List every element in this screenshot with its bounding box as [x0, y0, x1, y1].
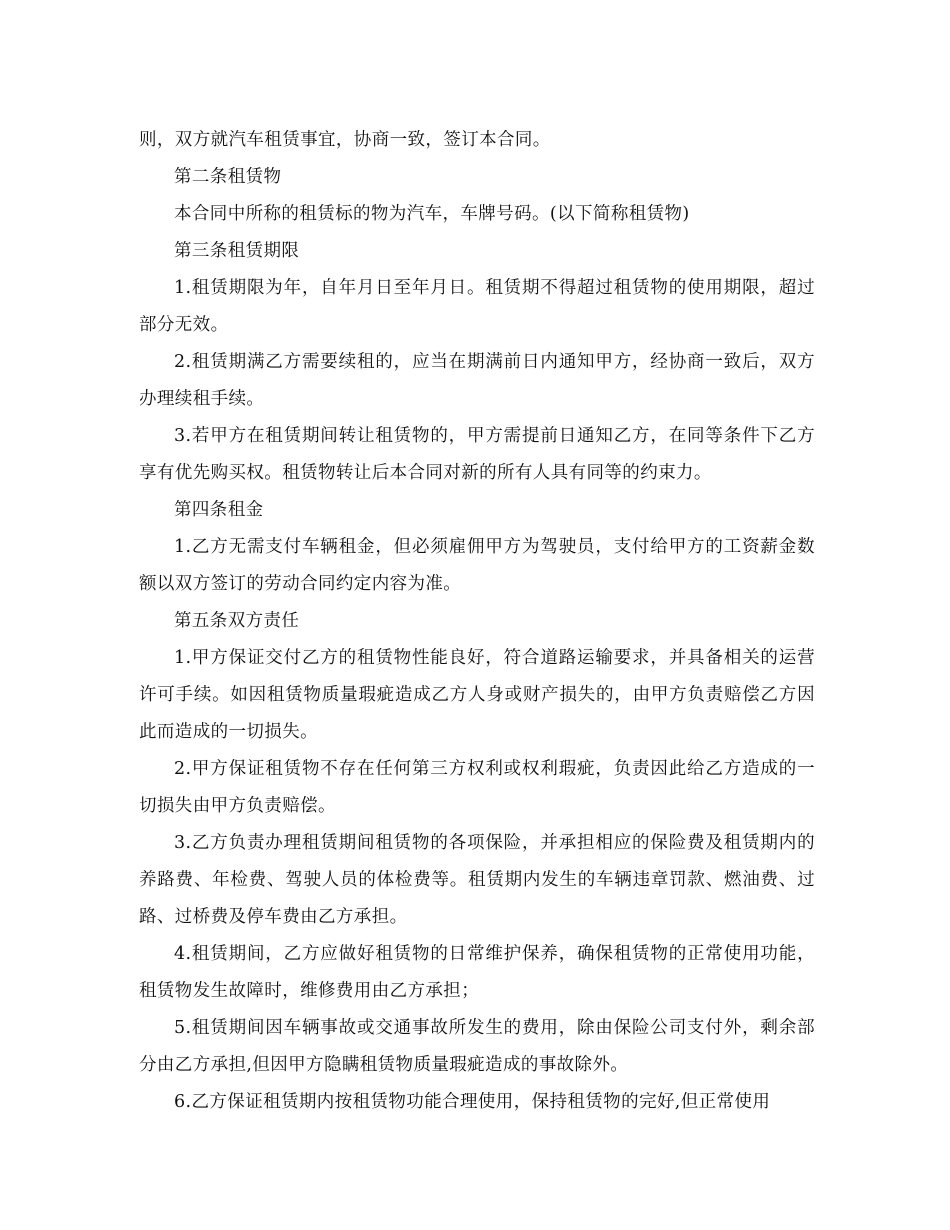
paragraph: 1.甲方保证交付乙方的租赁物性能良好，符合道路运输要求，并具备相关的运营许可手续。如因租赁物质量瑕疵造成乙方人身或财产损失的，由甲方负责赔偿乙方因此而造成的一切损失。: [139, 648, 815, 742]
paragraph: 则，双方就汽车租赁事宜，协商一致，签订本合同。: [139, 130, 551, 150]
paragraph: 2.租赁期满乙方需要续租的，应当在期满前日内通知甲方，经协商一致后，双方办理续租手续。: [139, 352, 815, 409]
section-heading: 第二条租赁物: [174, 167, 282, 187]
paragraph: 5.租赁期间因车辆事故或交通事故所发生的费用，除由保险公司支付外，剩余部分由乙方承担,但因甲方隐瞒租赁物质量瑕疵造成的事故除外。: [139, 1018, 815, 1075]
section-heading: 第三条租赁期限: [174, 241, 300, 261]
document-body: [139, 122, 815, 1121]
paragraph: 3.若甲方在租赁期间转让租赁物的，甲方需提前日通知乙方，在同等条件下乙方享有优先购买权。租赁物转让后本合同对新的所有人具有同等的约束力。: [139, 426, 815, 483]
section-heading: 第五条双方责任: [174, 611, 300, 631]
paragraph: 3.乙方负责办理租赁期间租赁物的各项保险，并承担相应的保险费及租赁期内的养路费、年检费、驾驶人员的体检费等。租赁期内发生的车辆违章罚款、燃油费、过路、过桥费及停车费由乙方承担。: [139, 833, 815, 927]
paragraph: 1.租赁期限为年，自年月日至年月日。租赁期不得超过租赁物的使用期限，超过部分无效。: [139, 278, 815, 335]
paragraph: 1.乙方无需支付车辆租金，但必须雇佣甲方为驾驶员，支付给甲方的工资薪金数额以双方签订的劳动合同约定内容为准。: [139, 537, 815, 594]
paragraph: 本合同中所称的租赁标的物为汽车，车牌号码。(以下简称租赁物): [174, 204, 690, 224]
paragraph: 6.乙方保证租赁期内按租赁物功能合理使用，保持租赁物的完好,但正常使用: [174, 1092, 771, 1112]
paragraph: 2.甲方保证租赁物不存在任何第三方权利或权利瑕疵，负责因此给乙方造成的一切损失由甲方负责赔偿。: [139, 759, 815, 816]
paragraph: 4.租赁期间，乙方应做好租赁物的日常维护保养，确保租赁物的正常使用功能，租赁物发生故障时，维修费用由乙方承担；: [139, 944, 815, 1001]
section-heading: 第四条租金: [174, 500, 264, 520]
